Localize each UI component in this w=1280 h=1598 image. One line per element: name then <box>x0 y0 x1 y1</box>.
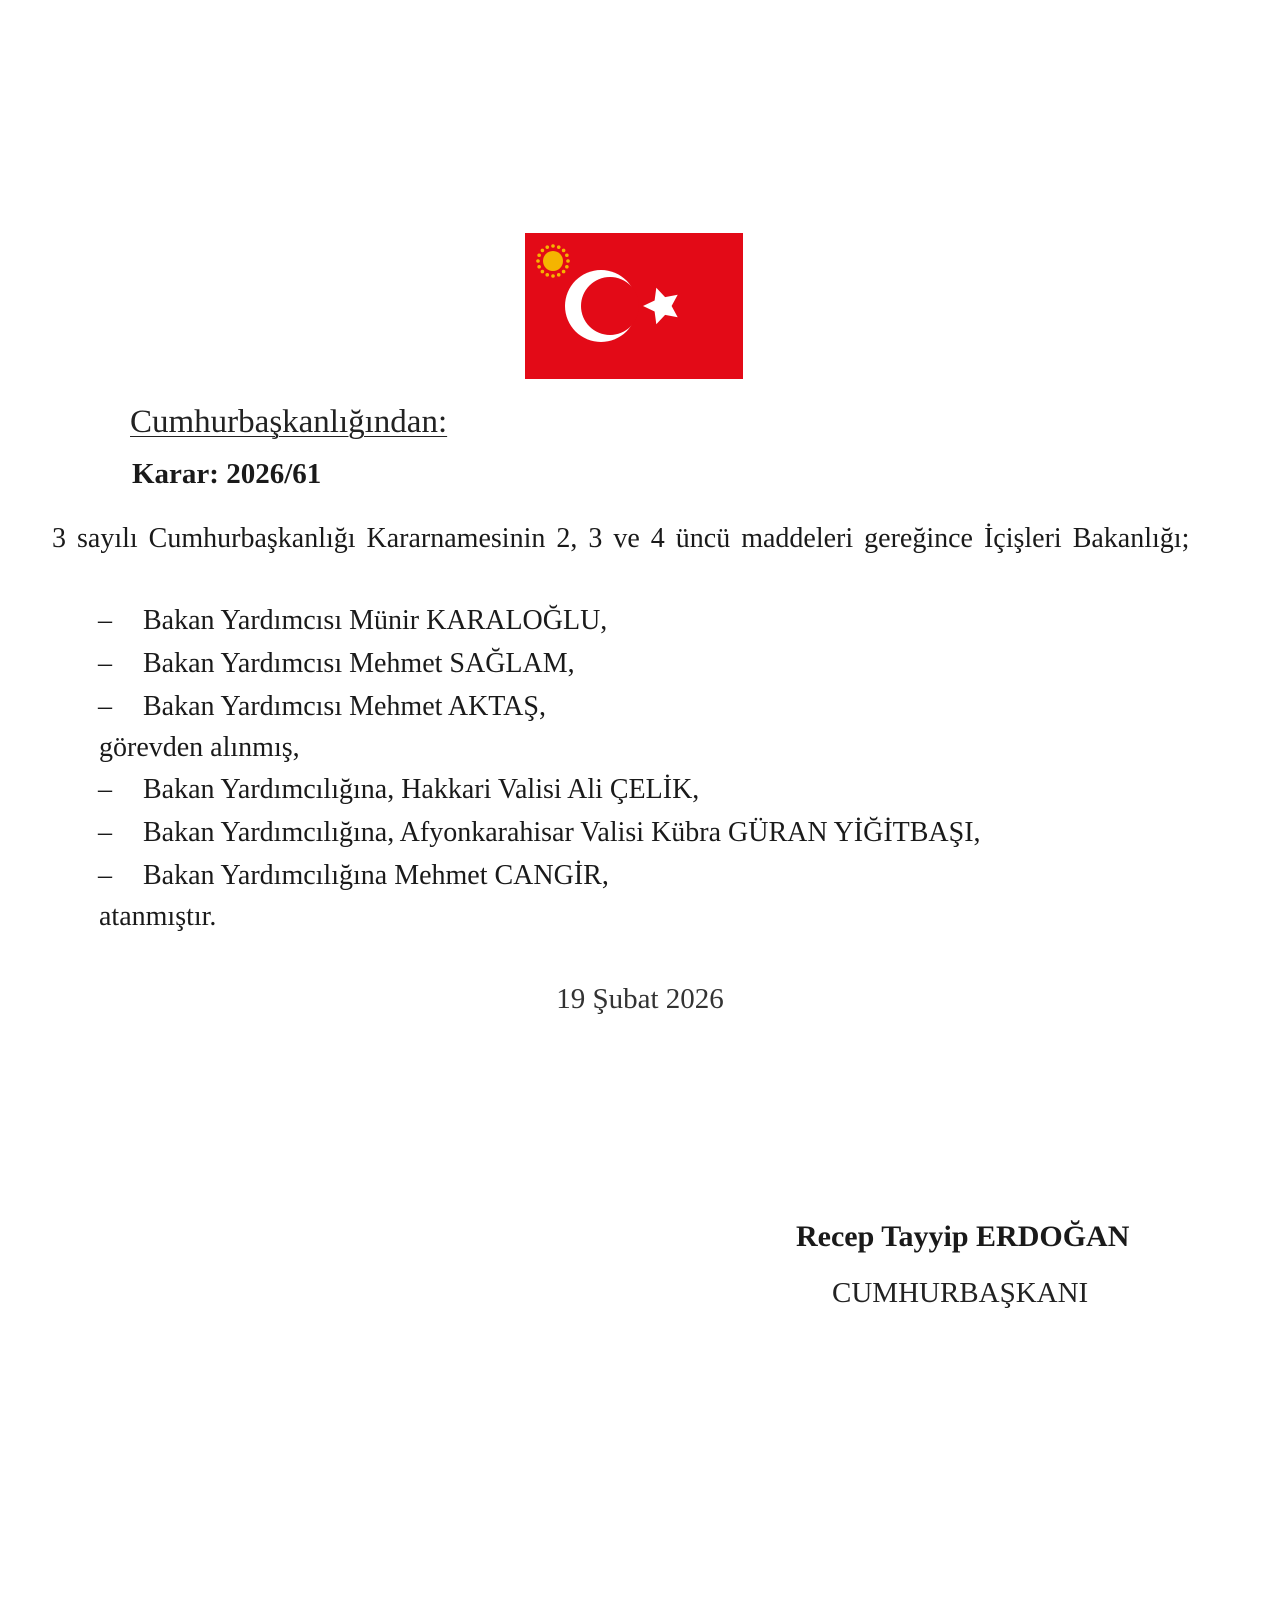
list-dash: – <box>98 691 112 722</box>
list-dash: – <box>98 860 112 891</box>
list-item: Bakan Yardımcısı Mehmet AKTAŞ, <box>143 691 546 722</box>
turkish-flag-icon <box>525 233 743 379</box>
dismissed-note: görevden alınmış, <box>99 732 300 763</box>
signer-title: CUMHURBAŞKANI <box>832 1277 1089 1309</box>
list-item: Bakan Yardımcılığına Mehmet CANGİR, <box>143 860 609 891</box>
list-item: Bakan Yardımcısı Mehmet SAĞLAM, <box>143 648 575 679</box>
list-item: Bakan Yardımcılığına, Afyonkarahisar Valisi Kübra GÜRAN YİĞİTBAŞI, <box>143 817 981 848</box>
appointed-note: atanmıştır. <box>99 901 217 932</box>
list-dash: – <box>98 605 112 636</box>
intro-paragraph: 3 sayılı Cumhurbaşkanlığı Kararnamesinin 2, 3 ve 4 üncü maddeleri gereğince İçişleri Bakanlığı; <box>52 523 1190 554</box>
list-dash: – <box>98 774 112 805</box>
decision-number: Karar: 2026/61 <box>132 458 322 490</box>
list-dash: – <box>98 648 112 679</box>
issuing-authority: Cumhurbaşkanlığından: <box>130 404 448 440</box>
signer-name: Recep Tayyip ERDOĞAN <box>796 1220 1130 1253</box>
list-item: Bakan Yardımcılığına, Hakkari Valisi Ali ÇELİK, <box>143 774 700 805</box>
list-item: Bakan Yardımcısı Münir KARALOĞLU, <box>143 605 608 636</box>
list-dash: – <box>98 817 112 848</box>
decision-date: 19 Şubat 2026 <box>556 983 724 1015</box>
